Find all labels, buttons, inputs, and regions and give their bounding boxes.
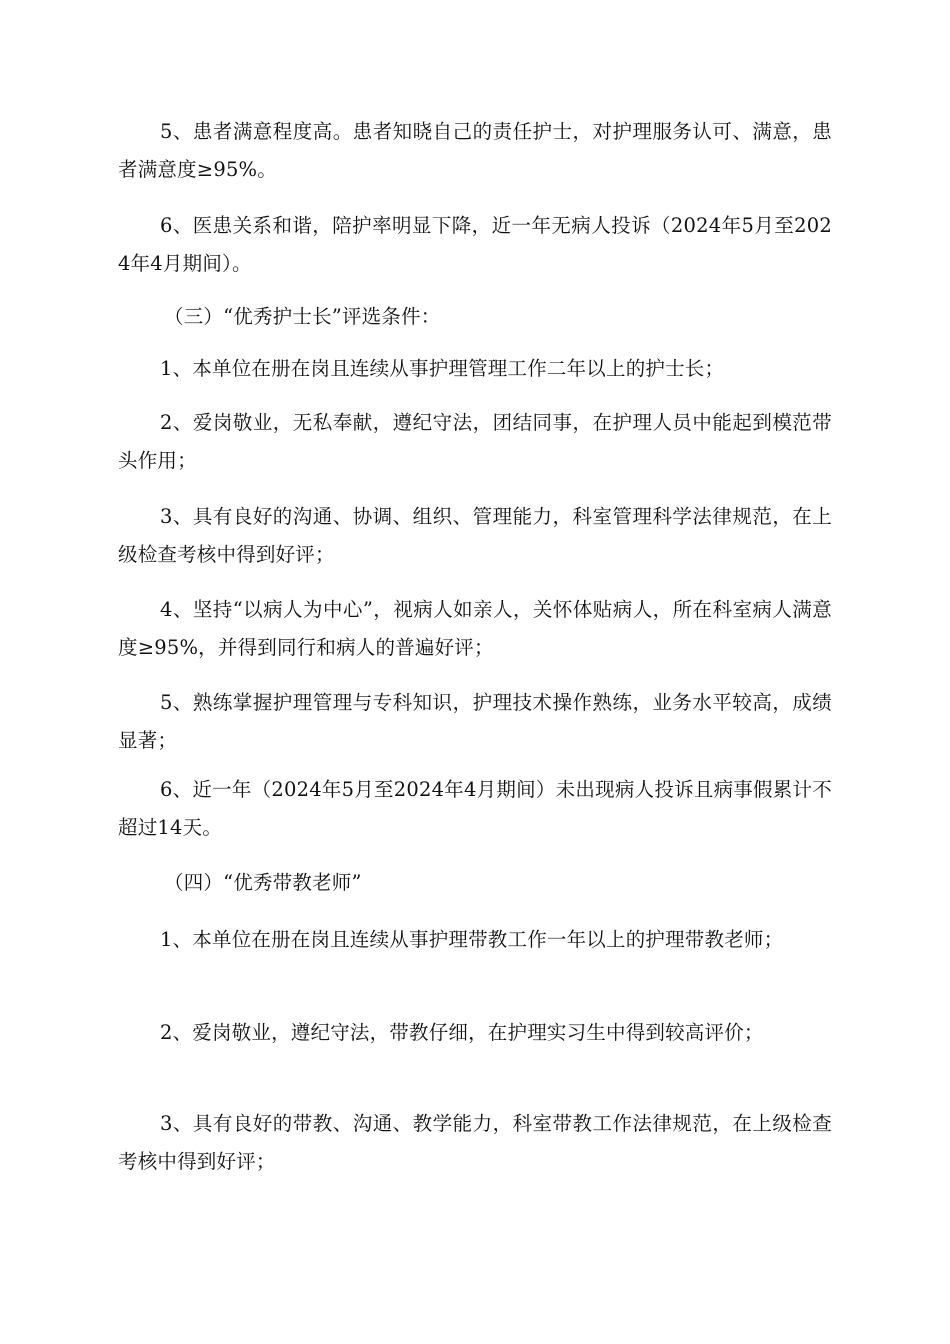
paragraph-teacher-item-3: 3、具有良好的带教、沟通、教学能力，科室带教工作法律规范，在上级检查考核中得到好评； — [118, 1112, 832, 1173]
paragraph-teacher-item-2: 2、爱岗敬业，遵纪守法，带教仔细，在护理实习生中得到较高评价； — [160, 1021, 764, 1044]
paragraph-head-nurse-item-6: 6、近一年（2024年5月至2024年4月期间）未出现病人投诉且病事假累计不超过14天。 — [118, 778, 832, 839]
paragraph-head-nurse-item-2: 2、爱岗敬业，无私奉献，遵纪守法，团结同事，在护理人员中能起到模范带头作用； — [118, 411, 832, 472]
paragraph-head-nurse-item-3: 3、具有良好的沟通、协调、组织、管理能力，科室管理科学法律规范，在上级检查考核中得到好评； — [118, 505, 832, 566]
section-heading-head-nurse: （三）“优秀护士长”评选条件： — [164, 305, 441, 328]
paragraph-patient-satisfaction: 5、患者满意程度高。患者知晓自己的责任护士，对护理服务认可、满意，患者满意度≥95%。 — [118, 120, 832, 181]
paragraph-doctor-patient-relations: 6、医患关系和谐，陪护率明显下降，近一年无病人投诉（2024年5月至2024年4月期间）。 — [118, 214, 832, 275]
paragraph-head-nurse-item-4: 4、坚持“以病人为中心”，视病人如亲人，关怀体贴病人，所在科室病人满意度≥95%，并得到同行和病人的普遍好评； — [118, 598, 832, 659]
paragraph-head-nurse-item-1: 1、本单位在册在岗且连续从事护理管理工作二年以上的护士长； — [160, 357, 725, 380]
section-heading-teaching-teacher: （四）“优秀带教老师” — [164, 871, 362, 894]
paragraph-head-nurse-item-5: 5、熟练掌握护理管理与专科知识，护理技术操作熟练，业务水平较高，成绩显著； — [118, 691, 832, 752]
paragraph-teacher-item-1: 1、本单位在册在岗且连续从事护理带教工作一年以上的护理带教老师； — [160, 928, 784, 951]
